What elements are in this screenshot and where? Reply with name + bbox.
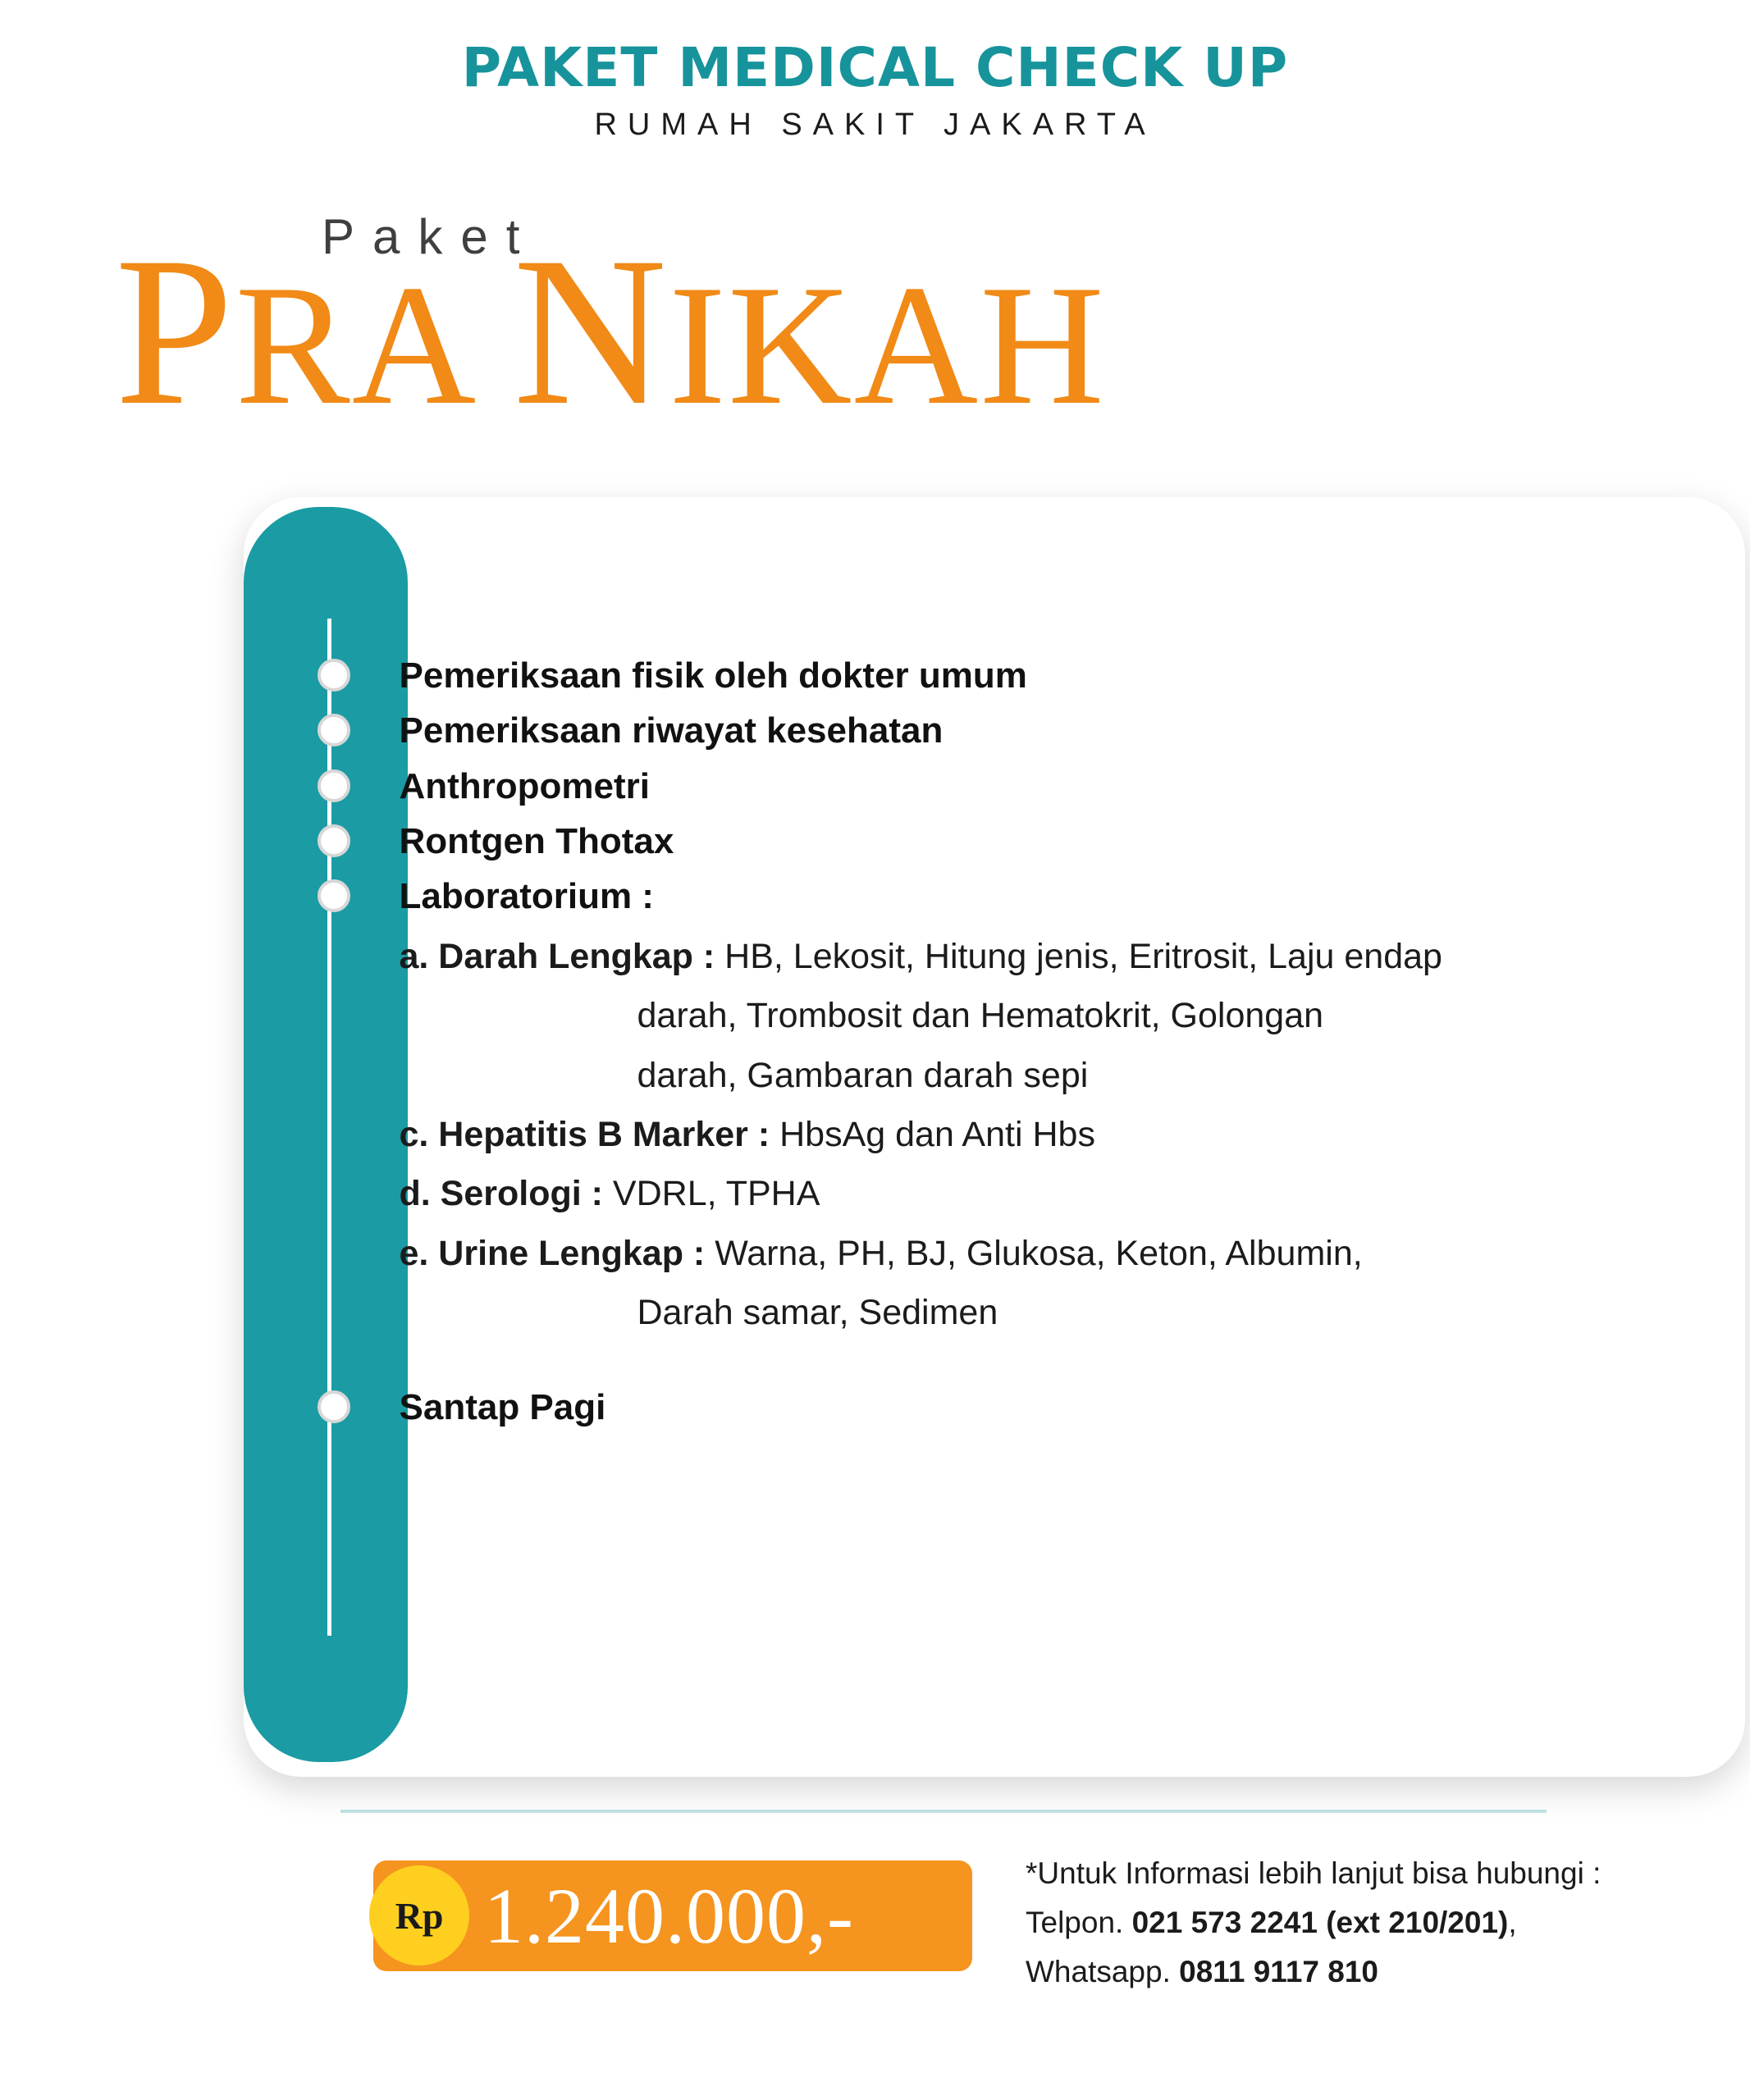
- bullet-icon: [318, 769, 350, 802]
- package-name-cap-p: P: [115, 213, 235, 450]
- contact-whatsapp-label: Whatsapp.: [1026, 1955, 1171, 1989]
- list-item-label: Pemeriksaan fisik oleh dokter umum: [399, 655, 1027, 696]
- contact-phone-label: Telpon.: [1026, 1906, 1124, 1940]
- lab-darah-lengkap-value: HB, Lekosit, Hitung jenis, Eritrosit, Laju endap: [724, 936, 1442, 976]
- bullet-icon: [318, 1390, 350, 1423]
- title-block: [0, 194, 1750, 497]
- page-header: [0, 0, 1750, 143]
- accent-bar: [244, 507, 408, 1762]
- list-item-label: Anthropometri: [399, 765, 651, 806]
- list-item-laboratorium: [400, 870, 1712, 1339]
- page-footer: [0, 1810, 1750, 2023]
- contact-info: [1026, 1849, 1601, 1997]
- bullet-icon: [318, 659, 350, 692]
- page-title: PAKET MEDICAL CHECK UP: [461, 36, 1289, 99]
- lab-urine-lengkap-line2: Darah samar, Sedimen: [637, 1292, 998, 1332]
- lab-darah-lengkap-line3: darah, Gambaran darah sepi: [637, 1055, 1089, 1095]
- content-card-wrapper: [117, 497, 1634, 1777]
- currency-badge-icon: Rp: [369, 1865, 469, 1965]
- list-item: [400, 649, 1712, 702]
- contact-phone-suffix: ,: [1508, 1906, 1517, 1940]
- contact-info-line1: *Untuk Informasi lebih lanjut bisa hubungi :: [1026, 1856, 1602, 1891]
- lab-serologi-value: VDRL, TPHA: [612, 1174, 820, 1214]
- package-name-cap-n: N: [513, 213, 669, 450]
- bullet-icon: [318, 824, 350, 857]
- service-list: [400, 649, 1712, 1436]
- contact-phone: [1026, 1898, 1601, 1947]
- list-item-label: Rontgen Thotax: [399, 820, 674, 861]
- lab-urine-lengkap: [400, 1228, 1712, 1279]
- page-subtitle: RUMAH SAKIT JAKARTA: [594, 107, 1156, 143]
- list-item-label: Pemeriksaan riwayat kesehatan: [399, 710, 944, 751]
- package-name-rest-1: RA: [235, 250, 514, 441]
- bullet-icon: [318, 879, 350, 912]
- lab-urine-lengkap-label: e. Urine Lengkap :: [399, 1233, 706, 1273]
- list-item: [400, 760, 1712, 813]
- lab-serologi-label: d. Serologi :: [399, 1174, 603, 1214]
- list-item-label: Santap Pagi: [399, 1387, 606, 1428]
- lab-darah-lengkap: [400, 931, 1712, 982]
- lab-serologi: [400, 1168, 1712, 1219]
- lab-hepatitis-marker-value: HbsAg dan Anti Hbs: [779, 1114, 1095, 1154]
- bullet-icon: [318, 714, 350, 746]
- price-value: 1.240.000,-: [484, 1872, 854, 1961]
- lab-hepatitis-marker-label: c. Hepatitis B Marker :: [399, 1114, 770, 1154]
- list-item: [400, 815, 1712, 868]
- list-item-santap-pagi: [400, 1381, 1712, 1434]
- contact-whatsapp: [1026, 1947, 1601, 1997]
- list-item-label: Laboratorium :: [399, 875, 654, 916]
- contact-whatsapp-value[interactable]: 0811 9117 810: [1179, 1955, 1378, 1989]
- package-name: [115, 213, 1106, 450]
- list-item: [400, 704, 1712, 757]
- package-name-rest-2: IKAH: [669, 250, 1106, 441]
- kicker-paket: Paket: [322, 209, 538, 265]
- divider: [340, 1810, 1547, 1813]
- lab-hepatitis-marker: [400, 1109, 1712, 1160]
- lab-darah-lengkap-label: a. Darah Lengkap :: [399, 936, 715, 976]
- lab-darah-lengkap-line2: darah, Trombosit dan Hematokrit, Golongan: [637, 996, 1324, 1036]
- lab-urine-lengkap-value: Warna, PH, BJ, Glukosa, Keton, Albumin,: [715, 1233, 1363, 1273]
- contact-phone-value[interactable]: 021 573 2241 (ext 210/201): [1131, 1906, 1509, 1940]
